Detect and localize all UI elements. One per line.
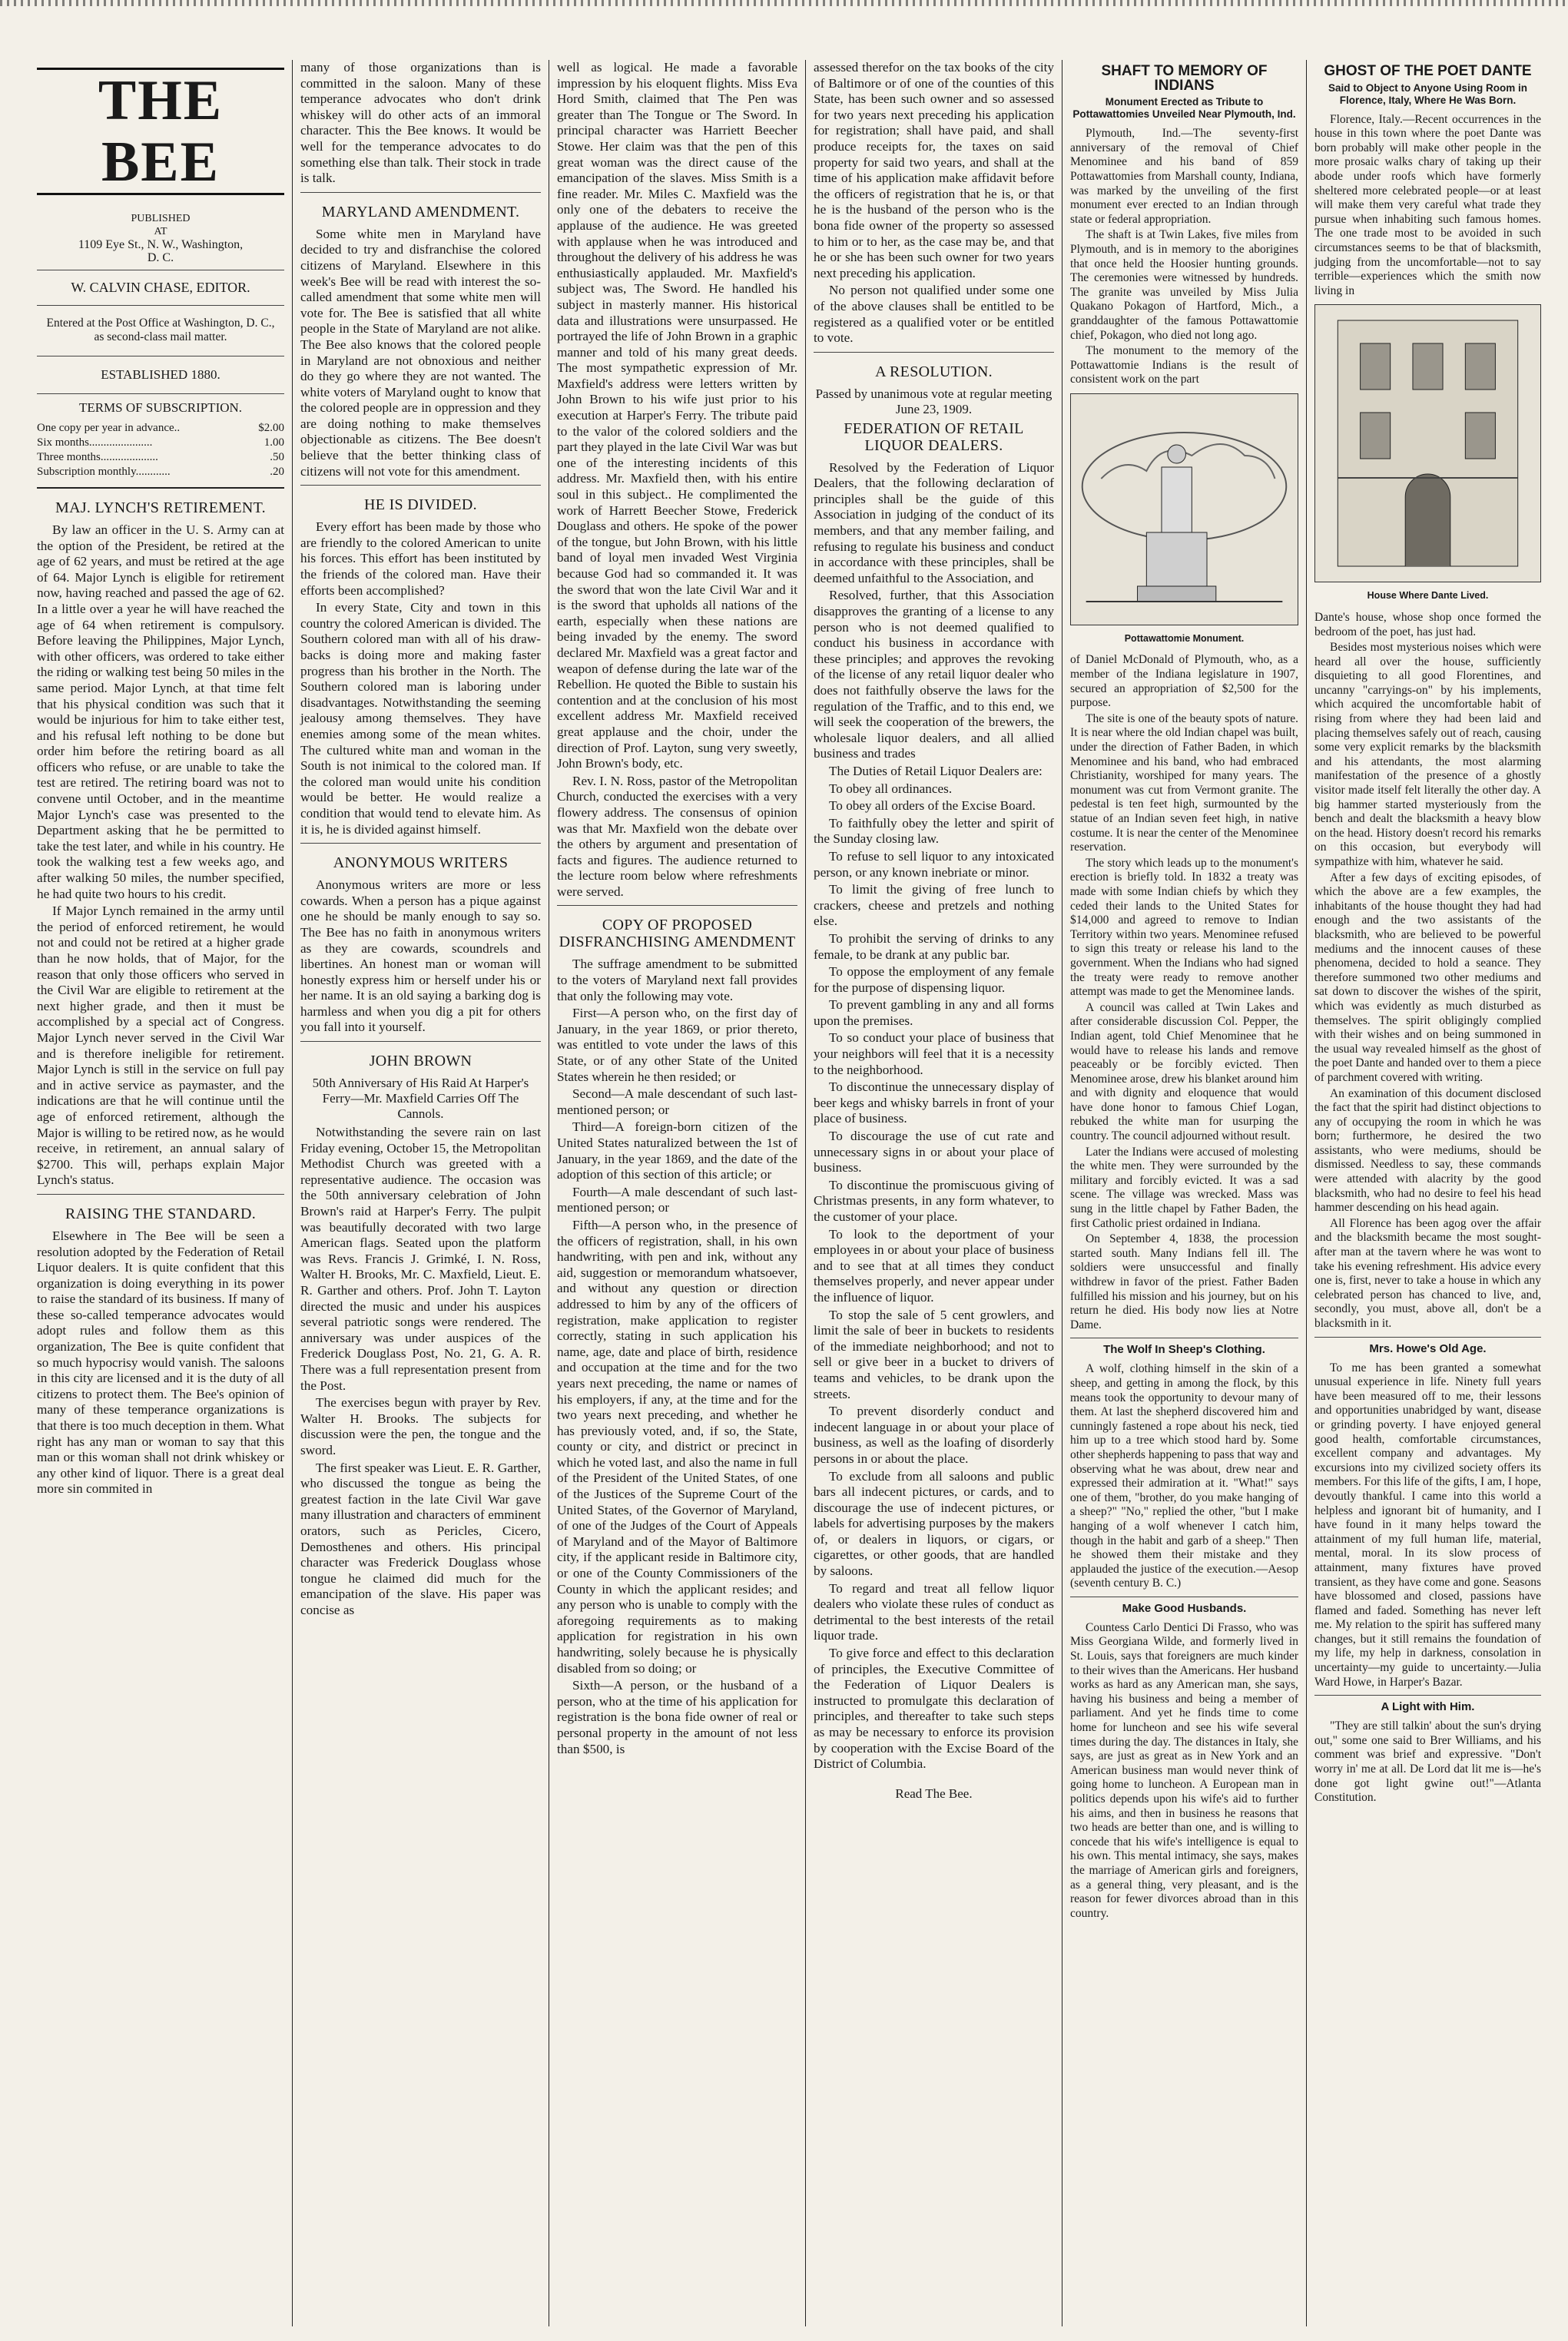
article-paragraph: Some white men in Maryland have decided to try and disfranchise the colored citizens of Maryland. Elsewhere in this week's Bee will be read with interest the so-called amendment that some white men will vote for. The Bee is satisfied that all white people in the State of Maryland are not alike. The Bee also knows that the colored people in Maryland are not obnoxious and neither do they go where they are not wanted. The white voters of Maryland ought to know that the colored people are in oppression and they are doing nothing to make themselves objectionable as citizens. The Bee doesn't believe that the better thinking class of citizens will not vote for this amendment. xyxy=(300,226,541,479)
article-paragraph: To give force and effect to this declaration of principles, the Executive Committee of the Federation of Liquor Dealers is instructed to promulgate this declaration of principles, and thereafter to take such steps as may be necessary to enforce its provision by cooperation with the Excise Board of the District of Columbia. xyxy=(814,1646,1054,1772)
publisher-block xyxy=(37,212,284,264)
article-headline: COPY OF PROPOSED DISFRANCHISING AMENDMENT xyxy=(559,917,796,951)
article-headline: ANONYMOUS WRITERS xyxy=(333,854,509,872)
article-paragraph: On September 4, 1838, the procession started south. Many Indians fell ill. The soldiers were unsuccessful and finally withdrew in favor of the priest. Father Baden fulfilled his mission and his journey, but on his return he died. His body now lies at Notre Dame. xyxy=(1070,1232,1298,1331)
article-paragraph: No person not qualified under some one of the above clauses shall be entitled to be registered as a qualified voter or be entitled to vote. xyxy=(814,283,1054,346)
article-paragraph: Second—A male descendant of such last-mentioned person; or xyxy=(557,1086,797,1117)
terms-title: TERMS OF SUBSCRIPTION. xyxy=(78,400,243,416)
article-paragraph: To stop the sale of 5 cent growlers, and limit the sale of beer in buckets to residents of the immediate neighborhood; and not to sell or give beer in a bucket to drivers of teams and vehicles, to be drank upon the streets. xyxy=(814,1307,1054,1401)
illustration-caption: House Where Dante Lived. xyxy=(1367,590,1489,602)
article-paragraph: Resolved by the Federation of Liquor Dealers, that the following declaration of principles shall be the guide of this Association in judging of the conduct of its members, and that any member failing, and refusing to regulate his business and conduct in accordance with these principles, shall be deemed unfaithful to the Association, and xyxy=(814,459,1054,585)
article-headline: Make Good Husbands. xyxy=(1122,1601,1247,1615)
article-paragraph: To me has been granted a somewhat unusual experience in life. Ninety full years have been measured off to me, their lessons and opportunities unabridged by want, disease or grinding poverty. I have enjoyed general good health, comfortable circumstances, excellent company and advantages. My excursions into my civilized society offers its members. For this life of the gifts, I am, I hope, devoutly thankful. I came into this world a helpless and ignorant bit of humanity, and I have found in it many helps toward the attainment of my full human life, material, mental, moral. In its slow process of attainment, many fixtures have proved transient, as they have come and gone. Seasons have blossomed and closed, passions have flamed and faded. Something has never left me. My relation to the spirit has suffered many changes, but it still remains the foundation of my life, my help in darkness, consolation in uncertainty—my guide to uncertainty.—Julia Ward Howe, in Harper's Bazar. xyxy=(1314,1361,1541,1689)
terms-label: Subscription monthly............ xyxy=(37,465,171,478)
article-headline: JOHN BROWN xyxy=(369,1053,472,1070)
article-headline: A Light with Him. xyxy=(1381,1700,1475,1714)
terms-list xyxy=(37,421,284,479)
established-line: ESTABLISHED 1880. xyxy=(101,366,220,382)
dante-house-drawing xyxy=(1315,305,1540,582)
article-paragraph: The first speaker was Lieut. E. R. Garther, who discussed the tongue as being the greatest faction in the late Civil War gave many illustration and characters of emminent orators, such as Pericles, Cicero, Demosthenes and others. His principal character was Frederick Douglass whose tongue he claimed did much for the emancipation of the slave. His paper was concise as xyxy=(300,1460,541,1617)
article-paragraph: In every State, City and town in this country the colored American is divided. The Southern colored man with all of his draw-backs is doing more and making faster progress than his brother in the North. The Southern colored man is laboring under disadvantages. Notwithstanding the seeming jealousy among themselves. They have enemies among some of the mean whites. The cultured white man and woman in the South is not inimical to the colored man. If the colored man would unite his condition would be better. He would realize a condition that would tend to elevate him. As it is, he is divided against himself. xyxy=(300,600,541,837)
article-paragraph: A wolf, clothing himself in the skin of a sheep, and getting in among the flock, by this means took the opportunity to devour many of them. At last the shepherd discovered him and cunningly fastened a rope about his neck, tied him up to a tree which stood hard by. Some other shepherds happening to pass that way and observing what he was about, drew near and expressed their admiration at it. "What!" says one of them, "brother, do you make hanging of a sheep?" "No," replied the other, "but I make hanging of a wolf whenever I catch him, though in the habit and garb of a sheep." Then he showed them their mistake and they applauded the justice of the execution.—Aesop (seventh century B. C.) xyxy=(1070,1362,1298,1590)
terms-label: Six months...................... xyxy=(37,436,153,449)
column-1 xyxy=(29,60,292,2326)
article-headline: The Wolf In Sheep's Clothing. xyxy=(1103,1343,1265,1357)
article-paragraph: To so conduct your place of business that your neighbors will feel that it is a necessity to the neighborhood. xyxy=(814,1030,1054,1077)
article-paragraph: To prevent gambling in any and all forms upon the premises. xyxy=(814,997,1054,1028)
article-paragraph: To obey all orders of the Excise Board. xyxy=(829,798,1036,814)
article-paragraph: Besides most mysterious noises which were heard all over the house, sufficiently disquieting to all good Florentines, and uncanny "carryings-on" by his implements, which acquired the uncomfortable habit of rising from where they had been laid and placing themselves safely out of reach, causing some very explicit remarks by the blacksmith and his attendants, the most alarming manifestation of the presence of a ghostly visitor made itself felt literally the other day. A big hammer started mysteriously from the bench and dealt the blacksmith a heavy blow on the head. History doesn't record his remarks on this occasion, but everybody will sympathize with him, whatever he said. xyxy=(1314,641,1541,868)
page-top-edge xyxy=(0,0,1568,6)
article-paragraph: To discontinue the promiscuous giving of Christmas presents, in any form whatever, to the customer of your place. xyxy=(814,1177,1054,1224)
article-paragraph: If Major Lynch remained in the army until the period of enforced retirement, he would not and could not be retired at a higher grade than he now holds, that of Major, for the reason that only those officers who served in the Civil War are eligible to retirement at the next higher grade, and then it must be accomplished by a special act of Congress. Major Lynch never served in the Civil War and is therefore ineligible for retirement. Major Lynch is still in the service on full pay and in active service as paymaster, and the indications are that he will continue until the age of enforced retirement, although the Major is willing to be retired now, as he would receive, in retirement, an annual salary of $2700. This will, perhaps explain Major Lynch's status. xyxy=(37,904,284,1188)
article-paragraph: well as logical. He made a favorable impression by his eloquent flights. Miss Eva Hord Smith, claimed that The Pen was greater than The Tongue or The Sword. In principal character was Harriett Beecher Stowe. Her claim was that the pen of this great woman was the direct cause of the emancipation of the slaves. Miss Smith is a fine reader. Mr. Miles C. Maxfield was the only one of the debaters to receive the applause of the audience. He was greeted with applause when he was introduced and throughout the delivery of his address he was enthusiastically applauded. Mr. Maxfield's subject was, The Sword. He handled his subject in masterly manner. His historical data and illustrations were unsurpassed. He portrayed the life of John Brown in a graphic manner and told of his many great deeds. The most sympathetic expression of Mr. Maxfield's address were letters written by John Brown to his wife just prior to his execution at Harper's Ferry. The tribute paid to the valor of the colored soldiers and the part they played in the late Civil War was but one of the interesting incidents of this address. Mr. Maxfield then, with his entire soul in this subject.. He complimented the work of Harrett Beecher Stowe, Frederick Douglass and others. He spoke of the power of the tongue, but John Brown, with his little band of loyal men invaded West Virginia because God had so commanded it. It was the sword that won the late Civil War and it is the sword that upholds all nations of the earth, especially when these nations are being invaded by the enemy. The sword declared Mr. Maxfield was a great factor and weapon of defense during the late war of the Rebellion. He quoted the Bible to sustain his contention and at the conclusion of his most excellent address Mr. Maxfield received great applause and the choir, under the direction of Prof. Layton, sung very sweetly, John Brown's body, etc. xyxy=(557,60,797,771)
read-the-bee-footer: Read The Bee. xyxy=(895,1786,973,1801)
terms-price: $2.00 xyxy=(258,421,284,434)
article-paragraph: A council was called at Twin Lakes and after considerable discussion Col. Pepper, the Indian agent, told Chief Menominee that he would have to release his lands and remove peaceably or be forcibly evicted. Then Menominee arose, drew his blanket around him and with dignity and eloquence that would have done honor to famous Chief Logan, rebuked the white man for usurping the country. The council adjourned without result. xyxy=(1070,1000,1298,1143)
article-paragraph: Florence, Italy.—Recent occurrences in the house in this town where the poet Dante was born probably will make other people in the more prosaic walks chary of taking up their abode under roofs which have formerly sheltered more celebrated people—or at least will make them very careful what trade they pursue when inhabiting such famous homes. The one trade most to be avoided in such circumstances seems to be that of blacksmith, judging from the uncomfortable—not to say terrible—experiences which the smith now living in xyxy=(1314,112,1541,297)
article-headline: MARYLAND AMENDMENT. xyxy=(321,203,520,221)
article-paragraph: To exclude from all saloons and public bars all indecent pictures, or cards, and to discourage the use of indecent pictures, or labels for advertising purposes by the makers of, or dealers in liquors, or cigars, or cigarettes, or other goods, that are handled by saloons. xyxy=(814,1468,1054,1579)
article-paragraph: First—A person who, on the first day of January, in the year 1869, or prior thereto, was entitled to vote under the laws of this State, or of any other State of the United States wherein he then resided; or xyxy=(557,1006,797,1084)
article-paragraph: Every effort has been made by those who are friendly to the colored American to unite his forces. This effort has been instituted by the friends of the colored man. Have their efforts been accomplished? xyxy=(300,519,541,598)
article-paragraph: Plymouth, Ind.—The seventy-first anniversary of the removal of Chief Menominee and his band of 859 Pottawattomies from Marshall county, Indiana, was marked by the unveiling of the first monument ever erected to an Indian through state or federal appropriation. xyxy=(1070,127,1298,226)
column-5 xyxy=(1062,60,1306,2326)
article-headline: A RESOLUTION. xyxy=(875,363,993,380)
column-6 xyxy=(1307,60,1549,2326)
terms-price: .50 xyxy=(270,450,284,463)
article-paragraph: The monument to the memory of the Pottawattomie Indians is the result of consistent work on the part xyxy=(1070,344,1298,386)
publisher-line: PUBLISHED xyxy=(131,213,191,224)
terms-row xyxy=(37,465,284,479)
monument-illustration xyxy=(1070,393,1298,625)
article-paragraph: After a few days of exciting episodes, of which the above are a few examples, the inhabitants of the house thought they had had enough and the two assistants of the blacksmith, who are believed to be powerful mediums and the innocent causes of these phenomena, decided to hold a seance. They therefore summoned two other mediums and sat down to discover the wishes of the spirit, which was evidently as much disturbed as themselves. The spirit obligingly complied with their wishes and on being summoned in the usual way revealed himself as the ghost of the poet Dante and handed over to them a piece of parchment covered with writing. xyxy=(1314,870,1541,1084)
terms-label: One copy per year in advance.. xyxy=(37,421,181,434)
article-deck: Passed by unanimous vote at regular meeting June 23, 1909. xyxy=(815,386,1053,416)
editor-line: W. CALVIN CHASE, EDITOR. xyxy=(71,280,250,295)
article-paragraph: The suffrage amendment to be submitted to the voters of Maryland next fall provides that only the following may vote. xyxy=(557,957,797,1003)
article-headline: Mrs. Howe's Old Age. xyxy=(1369,1341,1487,1355)
article-paragraph: To oppose the employment of any female for the purpose of dispensing liquor. xyxy=(814,964,1054,995)
article-paragraph: assessed therefor on the tax books of the city of Baltimore or of one of the counties of this State, has been such owner and so assessed for two years next preceding his application for registration; shall have paid, and shall produce receipts for, the taxes on said property for said two years, and shall at the time of his application make affidavit before the officers of registration that he is, or that he is the husband of the person who is the bona fide owner of the property so assessed to him or to her, as the case may be, and that he or she has been such owner for two years next preceding his application. xyxy=(814,60,1054,280)
article-headline: FEDERATION OF RETAIL LIQUOR DEALERS. xyxy=(844,419,1024,454)
article-paragraph: The Duties of Retail Liquor Dealers are: xyxy=(829,763,1043,778)
article-paragraph: Elsewhere in The Bee will be seen a resolution adopted by the Federation of Retail Liquor dealers. It is quite confident that this organization is doing everything in its power to raise the standard of its business. If many of these so-called temperance advocates would adopt rules and follow them as this organization, The Bee is quite confident that so much hypocrisy would vanish. The saloons in this city are licensed and it is the duty of all citizens to protect them. The Bee's opinion of many of these temperance organizations is that there is too much deception in them. What right has any man or woman to say that this man or this woman shall not drink whiskey or any other kind of liquor. There is a great deal more sin commited in xyxy=(37,1228,284,1497)
article-paragraph: To discontinue the unnecessary display of beer kegs and whisky barrels in front of your place of business. xyxy=(814,1079,1054,1126)
article-paragraph: The shaft is at Twin Lakes, five miles from Plymouth, and is in memory to the aborigines that once held the Hoosier hunting grounds. The ceremonies were witnessed by hundreds. The granite was unveiled by Miss Julia Quakano Pokagon of Hartford, Mich., a granddaughter of the famous Pottawattomie chief, Pokagon, who died not long ago. xyxy=(1070,228,1298,342)
article-deck: 50th Anniversary of His Raid At Harper's Ferry—Mr. Maxfield Carries Off The Cannols. xyxy=(312,1076,529,1122)
article-paragraph: many of those organizations than is committed in the saloon. Many of these temperance advocates who don't drink whiskey will do other acts of an immoral character. This the Bee knows. It would be well for the temperance advocates to do something else than talk. Their stock in trade is talk. xyxy=(300,60,541,186)
article-paragraph: All Florence has been agog over the affair and the blacksmith became the most sought-after man at the tavern where he was wont to take his evening refreshment. His advice every one is, first, never to take a house in which any celebrated person has chanced to live, and, secondly, you must, above all, don't be a blacksmith in it. xyxy=(1314,1216,1541,1330)
article-headline: SHAFT TO MEMORY OF INDIANS xyxy=(1101,63,1268,94)
article-paragraph: Later the Indians were accused of molesting the white men. They were surrounded by the military and forcibly evicted. It was a sad scene. The village was wrecked. Mass was sung in the little chapel by Father Baden, the first Catholic priest ordained in Indiana. xyxy=(1070,1145,1298,1230)
publisher-line: AT xyxy=(154,226,167,237)
article-paragraph: Rev. I. N. Ross, pastor of the Metropolitan Church, conducted the exercises with a very flowery address. The consensus of opinion was that Mr. Maxfield won the debate over the others by argument and presentation of facts and figures. The audience returned to the lecture room below where refreshments were served. xyxy=(557,773,797,899)
article-paragraph: The exercises begun with prayer by Rev. Walter H. Brooks. The subjects for discussion were the pen, the tongue and the sword. xyxy=(300,1395,541,1457)
terms-price: 1.00 xyxy=(264,436,284,449)
article-paragraph: To look to the deportment of your employees in or about your place of business and to see that at all times they conduct themselves properly, and never appear under the influence of liquor. xyxy=(814,1226,1054,1305)
article-paragraph: The story which leads up to the monument's erection is briefly told. In 1832 a treaty was made with some Indian chiefs by which they ceded their lands to the United States for $14,000 and agreed to remove to Indian Territory within two years. Menominee refused to sign this treaty or release his land to the government. When the Indians who had signed the treaty were ready to remove another attempt was made to get the Menominee lands. xyxy=(1070,856,1298,999)
article-paragraph: To faithfully obey the letter and spirit of the Sunday closing law. xyxy=(814,815,1054,847)
dante-house-illustration xyxy=(1314,304,1541,582)
article-headline: RAISING THE STANDARD. xyxy=(65,1205,257,1222)
publisher-line: D. C. xyxy=(147,251,174,264)
article-paragraph: "They are still talkin' about the sun's drying out," some one said to Brer Williams, and his comment was brief and expressive. "Don't worry in' me at all. De Lord dat lit me is—he's done got light gwine out!"—Atlanta Constitution. xyxy=(1314,1719,1541,1805)
article-paragraph: By law an officer in the U. S. Army can at the option of the President, be retired at the age of 62 years, and must be retired at the age of 64. Major Lynch is eligible for retirement now, having reached and passed the age of 62. In a little over a year he will have reached the age of 64 when retirement is compulsory. Before leaving the Philippines, Major Lynch, with other officers, was ordered to take either the riding or walking test being 50 miles in the same period. Major Lynch, at that time felt that his physical condition was such that it would be injurious for him to take either test, and his refusal left nothing to be done but order him before the retiring board as all officers who refuse, or are unable to take the test are retired. The retiring board was not to convene until October, and in the meantime Major Lynch's case was presented to the Department asking that he be permitted to take the test later, and while in his country. He took the walking test a few weeks ago, and after walking 50 miles, the number specified, he had quite two hours to his credit. xyxy=(37,522,284,901)
article-paragraph: The site is one of the beauty spots of nature. It is near where the old Indian chapel was built, under the direction of Father Baden, in which Menominee and his band, who had embraced Christianity, worshiped for many years. The monument was cut from Vermont granite. The pedestal is ten feet high, surmounted by the statue of an Indian seven feet high, in native costume. It is near the center of the Menominee reservation. xyxy=(1070,711,1298,854)
article-paragraph: To regard and treat all fellow liquor dealers who violate these rules of conduct as detrimental to the best interests of the retail liquor trade. xyxy=(814,1580,1054,1643)
masthead-title: THE BEE xyxy=(37,68,284,195)
column-4 xyxy=(806,60,1062,2326)
monument-drawing xyxy=(1071,394,1298,625)
article-paragraph: Resolved, further, that this Association disapproves the granting of a license to any person who is not deemed qualified to conduct his business in accordance with these principles; and approves the revoking of the license of any retail liquor dealer who does not faithfully observe the laws for the regulation of the Traffic, and to this end, we will seek the cooperation of the brewers, the wholesale liquor dealers, and all allied business and trades xyxy=(814,588,1054,761)
article-paragraph: To prevent disorderly conduct and indecent language in or about your place of business, as well as the loafing of disorderly persons in or about the place. xyxy=(814,1404,1054,1466)
illustration-caption: Pottawattomie Monument. xyxy=(1124,632,1245,644)
article-paragraph: Notwithstanding the severe rain on last Friday evening, October 15, the Metropolitan Methodist Church was greeted with a representative audience. The occasion was the 50th anniversary celebration of John Brown's raid at Harper's Ferry. The pulpit was beautifully decorated with two large American flags. Seated upon the platform was Revs. Francis J. Grimké, I. N. Ross, Walter H. Brooks, Mr. C. Maxfield, Lieut. E. R. Garther and others. Prof. John T. Layton directed the music and under his auspices several patriotic songs were rendered. The anniversary was under auspices of the Frederick Douglass Post, No. 21, G. A. R. There was a full representation present from the Post. xyxy=(300,1125,541,1393)
article-paragraph: of Daniel McDonald of Plymouth, who, as a member of the Indiana legislature in 1907, secured an appropriation of $2,500 for the purpose. xyxy=(1070,653,1298,710)
terms-row xyxy=(37,450,284,465)
article-paragraph: Third—A foreign-born citizen of the United States naturalized between the 1st of January, in the year 1869, and the date of the adoption of this section of this article; or xyxy=(557,1119,797,1182)
article-paragraph: To limit the giving of free lunch to crackers, cheese and pretzels and nothing else. xyxy=(814,882,1054,929)
article-paragraph: Dante's house, whose shop once formed the bedroom of the poet, has just had. xyxy=(1314,610,1541,638)
article-paragraph: To prohibit the serving of drinks to any female, to be drank at any public bar. xyxy=(814,930,1054,962)
article-deck: Said to Object to Anyone Using Room in Florence, Italy, Where He Was Born. xyxy=(1328,81,1527,106)
article-paragraph: Sixth—A person, or the husband of a person, who at the time of his application for registration is the bona fide owner of real or personal property in the amount of not less than $500, is xyxy=(557,1678,797,1756)
article-headline: GHOST OF THE POET DANTE xyxy=(1324,63,1532,79)
article-paragraph: To obey all ordinances. xyxy=(829,781,953,796)
article-deck: Monument Erected as Tribute to Pottawattomies Unveiled Near Plymouth, Ind. xyxy=(1072,96,1296,121)
article-paragraph: To refuse to sell liquor to any intoxicated person, or any known inebriate or minor. xyxy=(814,848,1054,880)
article-paragraph: Fourth—A male descendant of such last-mentioned person; or xyxy=(557,1184,797,1215)
column-2 xyxy=(293,60,549,2326)
article-paragraph: Anonymous writers are more or less cowards. When a person has a pique against one he should be manly enough to say so. The Bee has no faith in anonymous writers as they are cowards, scoundrels and libertines. An honest man or woman will honestly express him or herself under his or her name. It is an old saying a barking dog is harmless and when you dig a pit for others you fall into it yourself. xyxy=(300,877,541,1035)
article-headline: HE IS DIVIDED. xyxy=(364,496,477,514)
column-3 xyxy=(549,60,805,2326)
terms-row xyxy=(37,436,284,450)
article-paragraph: To discourage the use of cut rate and unnecessary signs in or about your place of business. xyxy=(814,1129,1054,1175)
terms-label: Three months.................... xyxy=(37,450,158,463)
article-paragraph: An examination of this document disclosed the fact that the spirit had distinct objections to any of occupying the room in which he was born; furthermore, he desired the two assistants, who were mediums, should be dismissed. Needless to say, these commands were attended with alacrity by the good blacksmith, who had no desire to feel his head hammer descending on his head again. xyxy=(1314,1086,1541,1215)
newspaper-page xyxy=(29,31,1549,2328)
publisher-line: 1109 Eye St., N. W., Washington, xyxy=(78,238,244,251)
article-headline: MAJ. LYNCH'S RETIREMENT. xyxy=(55,499,266,516)
terms-price: .20 xyxy=(270,465,284,478)
terms-row xyxy=(37,421,284,436)
article-paragraph: Countess Carlo Dentici Di Frasso, who was Miss Georgiana Wilde, and formerly lived in St. Louis, says that foreigners are much kinder to their wives than the Americans. Her husband works as hard as any American man, she says, having his business and being a member of parliament. And yet he finds time to come home for luncheon and see his wife several times during the day. The distances in Italy, she says, are just as great as in New York and an American business man would never think of going home to luncheon. A European man in politics depends upon his wife's aid to further his aims, and then in business he reasons that two heads are better than one, and is willing to concede that his wife's intelligence is equal to his own. This mental intimacy, she says, makes the marriage of American girls and foreigners, as a general thing, very pleasant, and is the reason for fewer divorces abroad than in this country. xyxy=(1070,1620,1298,1920)
entry-notice: Entered at the Post Office at Washington, D. C., as second-class mail matter. xyxy=(46,316,275,344)
article-paragraph: Fifth—A person who, in the presence of the officers of registration, shall, in his own handwriting, with pen and ink, without any aid, suggestion or memorandum whatsoever, and without any question or direction addressed to him by any of the officers of registration, make application to register correctly, stating in such application his name, age, date and place of birth, residence and occupation at the time and for the two years next preceding, the name or names of his employers, if any, at the time and for the two years next preceding, and whether he has previously voted, and, if so, the State, county or city, and district or precinct in which he voted last, and also the name in full of the President of the United States, of one of the Justices of the Supreme Court of the United States, of the Governor of Maryland, of one of the Judges of the Court of Appeals of Maryland and of the Mayor of Baltimore city, if the applicant reside in Baltimore city, or one of the County Commissioners of the County in which the applicant resides; and any person who is unable to comply with the aforegoing requirements as to making application for registration in his own handwriting, solely because he is physically disabled from so doing; or xyxy=(557,1217,797,1676)
